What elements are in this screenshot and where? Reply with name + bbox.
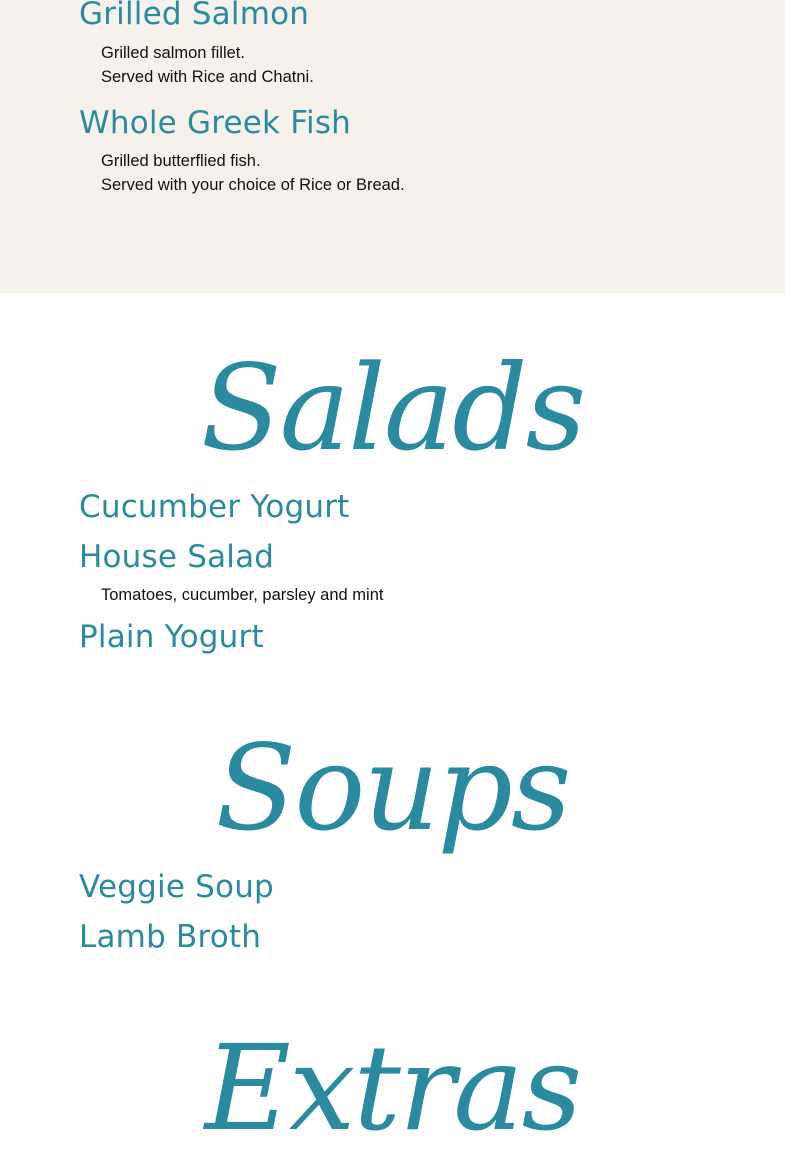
menu-item-name: Grilled Salmon xyxy=(79,0,310,32)
menu-item-name: Plain Yogurt xyxy=(79,619,264,655)
menu-item-description: Served with your choice of Rice or Bread. xyxy=(101,176,405,194)
menu-item-description: Tomatoes, cucumber, parsley and mint xyxy=(101,586,384,604)
section-title-salads: Salads xyxy=(200,339,585,477)
menu-item-name: Veggie Soup xyxy=(79,869,274,905)
menu-item-description: Served with Rice and Chatni. xyxy=(101,68,314,86)
section-title-extras: Extras xyxy=(204,1019,581,1157)
menu-item-description: Grilled butterflied fish. xyxy=(101,152,261,170)
menu-item-name: Cucumber Yogurt xyxy=(79,489,350,525)
menu-item-name: Whole Greek Fish xyxy=(79,105,352,141)
menu-item-description: Grilled salmon fillet. xyxy=(101,44,245,62)
section-title-soups: Soups xyxy=(215,719,570,857)
menu-item-name: House Salad xyxy=(79,539,275,575)
menu-item-name: Lamb Broth xyxy=(79,919,262,955)
